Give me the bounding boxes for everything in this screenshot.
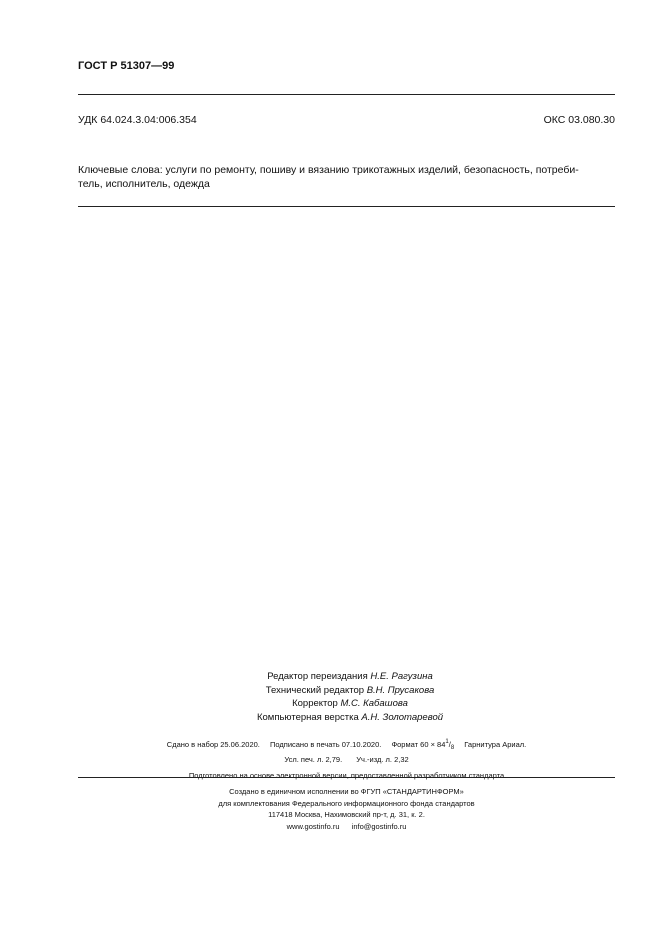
print-sheets: Усл. печ. л. 2,79. xyxy=(284,755,343,764)
publishing-sheets: Уч.-изд. л. 2,32 xyxy=(356,755,409,764)
document-code: ГОСТ Р 51307—99 xyxy=(78,60,175,72)
website-link[interactable]: www.gostinfo.ru xyxy=(286,821,340,831)
keywords-block xyxy=(78,163,615,191)
tech-editor-name: В.Н. Прусакова xyxy=(366,684,435,696)
footer-contacts xyxy=(78,821,615,833)
prepared-note: Подготовлено на основе электронной версии, предоставленной разработчиком стандарта xyxy=(188,771,505,780)
tech-editor-line xyxy=(160,684,540,698)
keywords-line-2: тель, исполнитель, одежда xyxy=(78,178,210,190)
udk-code: УДК 64.024.3.04:006.354 xyxy=(78,114,197,126)
keywords-divider xyxy=(78,206,615,207)
footer-block xyxy=(78,786,615,832)
format-numerator: 1 xyxy=(445,739,449,745)
keywords-line-1: Ключевые слова: услуги по ремонту, пошиву и вязанию трикотажных изделий, безопасность, потреби- xyxy=(78,164,579,176)
print-info-row-1 xyxy=(78,736,615,754)
tech-editor-label: Технический редактор xyxy=(265,684,367,696)
submitted-date: Сдано в набор 25.06.2020. xyxy=(166,740,260,749)
header-divider xyxy=(78,94,615,95)
format-separator: / xyxy=(448,740,451,749)
credits-block xyxy=(160,670,540,724)
signed-date: Подписано в печать 07.10.2020. xyxy=(269,740,382,749)
format-prefix: Формат 60 × 84 xyxy=(391,740,446,749)
footer-address: 117418 Москва, Нахимовский пр-т, д. 31, к. 2. xyxy=(268,810,425,819)
corrector-label: Корректор xyxy=(292,698,341,709)
print-info-row-2 xyxy=(78,754,615,766)
oks-code: ОКС 03.080.30 xyxy=(543,114,615,126)
typeface: Гарнитура Ариал. xyxy=(464,740,527,749)
email-link[interactable]: info@gostinfo.ru xyxy=(351,821,407,831)
editor-line xyxy=(160,670,540,684)
layout-label: Компьютерная верстка xyxy=(256,711,362,723)
corrector-name: М.С. Кабашова xyxy=(340,698,408,709)
footer-line-2: для комплектования Федерального информационного фонда стандартов xyxy=(218,798,475,808)
print-format xyxy=(391,740,454,749)
layout-name: А.Н. Золотаревой xyxy=(361,711,444,723)
editor-label: Редактор переиздания xyxy=(267,671,371,682)
footer-divider xyxy=(78,777,615,778)
print-info-block xyxy=(78,736,615,782)
editor-name: Н.Е. Рагузина xyxy=(370,671,433,682)
corrector-line xyxy=(160,697,540,711)
format-denominator: 8 xyxy=(450,745,455,751)
layout-line xyxy=(160,711,540,725)
footer-line-1: Создано в единичном исполнении во ФГУП «СТАНДАРТИНФОРМ» xyxy=(229,787,464,796)
